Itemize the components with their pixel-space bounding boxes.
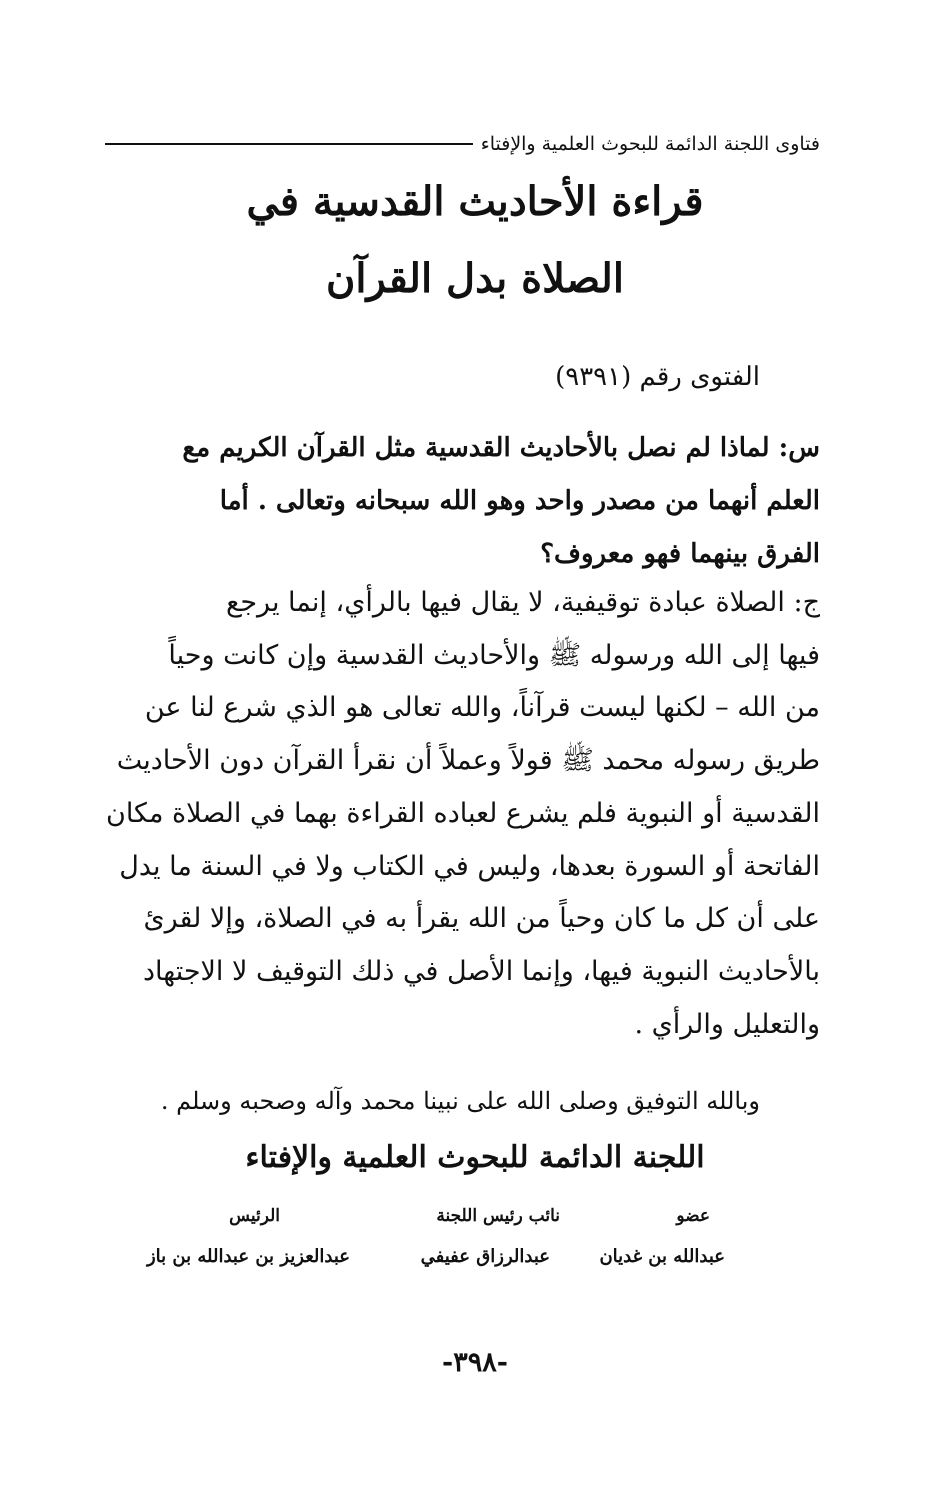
closing-supplication: وبالله التوفيق وصلى الله على نبينا محمد وآله وصحبه وسلم .	[160, 1087, 760, 1115]
member-name: عبدالله بن غديان	[599, 1246, 725, 1267]
fatwa-number: الفتوى رقم (٩٣٩١)	[555, 362, 760, 392]
answer-line: القدسية أو النبوية فلم يشرع لعباده القراءة بهما في الصلاة مكان	[105, 797, 820, 829]
vice-chair-name: عبدالرزاق عفيفي	[420, 1246, 550, 1267]
committee-name: اللجنة الدائمة للبحوث العلمية والإفتاء	[245, 1140, 705, 1175]
member-role: عضو	[676, 1206, 710, 1226]
running-header	[105, 126, 820, 162]
page-number: -٣٩٨-	[442, 1347, 508, 1378]
answer-block	[100, 577, 820, 1051]
fatwa-title-line-2: الصلاة بدل القرآن	[326, 255, 624, 302]
question-block	[120, 422, 820, 581]
vice-chair-role: نائب رئيس اللجنة	[436, 1206, 560, 1226]
answer-line: على أن كل ما كان وحياً من الله يقرأ به في الصلاة، وإلا لقرئ	[143, 903, 820, 935]
header-rule	[105, 143, 473, 145]
answer-line: بالأحاديث النبوية فيها، وإنما الأصل في ذلك التوقيف لا الاجتهاد	[143, 955, 820, 987]
answer-line: ج: الصلاة عبادة توقيفية، لا يقال فيها بالرأي، إنما يرجع	[225, 587, 820, 618]
running-header-title: فتاوى اللجنة الدائمة للبحوث العلمية والإفتاء	[480, 133, 820, 155]
question-line: الفرق بينهما فهو معروف؟	[540, 539, 820, 569]
answer-line: والتعليل والرأي .	[634, 1008, 820, 1040]
answer-line: فيها إلى الله ورسوله ﷺ والأحاديث القدسية وإن كانت وحياً	[168, 639, 820, 671]
answer-line: الفاتحة أو السورة بعدها، وليس في الكتاب ولا في السنة ما يدل	[119, 850, 820, 882]
chair-name: عبدالعزيز بن عبدالله بن باز	[146, 1246, 350, 1267]
chair-role: الرئيس	[229, 1206, 280, 1226]
question-line: س: لماذا لم نصل بالأحاديث القدسية مثل القرآن الكريم مع	[182, 433, 820, 463]
answer-line: من الله – لكنها ليست قرآناً، والله تعالى هو الذي شرع لنا عن	[144, 692, 820, 724]
answer-line: طريق رسوله محمد ﷺ قولاً وعملاً أن نقرأ القرآن دون الأحاديث	[116, 745, 820, 777]
fatwa-title-line-1: قراءة الأحاديث القدسية في	[246, 178, 704, 225]
question-line: العلم أنهما من مصدر واحد وهو الله سبحانه وتعالى . أما	[219, 486, 820, 516]
